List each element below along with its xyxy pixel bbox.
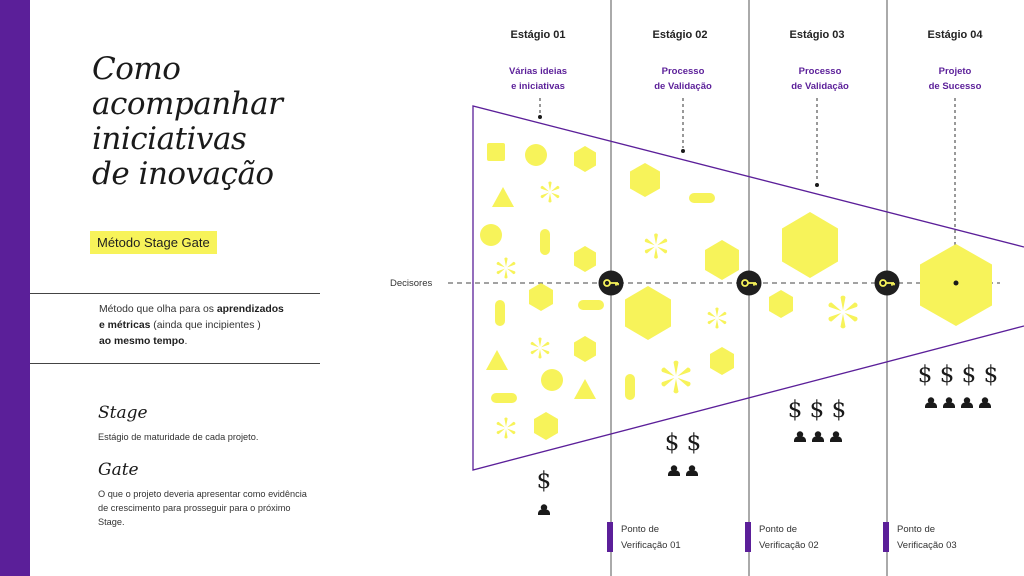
- checkpoint-marker: [607, 522, 613, 552]
- title-line: iniciativas: [92, 121, 247, 157]
- pill-shape: [578, 300, 604, 310]
- stage-subtitle: e iniciativas: [511, 81, 565, 92]
- leader-lines: [540, 98, 955, 280]
- checkpoint-label: Ponto de: [759, 524, 798, 535]
- leader-dot: [954, 281, 959, 286]
- method-description: Método que olha para os aprendizados e métricas (ainda que incipientes ) ao mesmo tempo.: [99, 304, 284, 347]
- stage-title: Estágio 02: [652, 29, 708, 41]
- stage-subtitle: Processo: [661, 66, 705, 77]
- checkpoint-label: Verificação 03: [897, 540, 957, 551]
- stage-subtitle: Processo: [798, 66, 842, 77]
- checkpoint-label: Verificação 02: [759, 540, 819, 551]
- key-icon: [875, 271, 900, 296]
- leader-dot: [538, 115, 542, 119]
- hexagon-shape: [705, 240, 739, 280]
- pinwheel-shape: [644, 233, 668, 258]
- pill-shape: [625, 374, 635, 400]
- pinwheel-shape: [496, 257, 516, 278]
- term-title-gate: Gate: [98, 460, 139, 480]
- money-level: $ $: [664, 430, 702, 456]
- hexagon-shape: [574, 246, 596, 272]
- person-icon: [925, 397, 937, 408]
- pill-shape: [689, 193, 715, 203]
- checkpoint-label: Verificação 01: [621, 540, 681, 551]
- stage-subtitle: de Validação: [791, 81, 849, 92]
- person-icon: [794, 431, 806, 442]
- decisores-label: Decisores: [390, 278, 433, 289]
- money-level: $ $ $: [787, 397, 847, 423]
- checkpoint-label: Ponto de: [621, 524, 660, 535]
- key-icon: [737, 271, 762, 296]
- pinwheel-shape: [540, 181, 560, 202]
- hexagon-shape: [769, 290, 793, 318]
- pinwheel-shape: [530, 337, 550, 358]
- hexagon-shape: [574, 336, 596, 362]
- term-title-stage: Stage: [98, 403, 148, 423]
- pinwheel-shape: [707, 307, 727, 328]
- person-icon: [668, 465, 680, 476]
- stage-subtitle: Várias ideias: [508, 66, 568, 77]
- leader-dot: [681, 149, 685, 153]
- circle-shape: [525, 144, 547, 166]
- stage-subtitle: de Sucesso: [928, 81, 982, 92]
- person-icon: [812, 431, 824, 442]
- person-icon: [943, 397, 955, 408]
- leader-dot: [815, 183, 819, 187]
- title-line: Como: [92, 51, 181, 87]
- title-line: de inovação: [92, 156, 274, 192]
- person-icon: [979, 397, 991, 408]
- hexagon-shape: [782, 212, 838, 278]
- hexagon-shape: [630, 163, 660, 197]
- triangle-shape: [574, 379, 596, 399]
- stage-title: Estágio 01: [510, 29, 566, 41]
- checkpoint-marker: [883, 522, 889, 552]
- checkpoint-label: Ponto de: [897, 524, 936, 535]
- person-icon: [538, 504, 550, 515]
- circle-shape: [541, 369, 563, 391]
- checkpoint-marker: [745, 522, 751, 552]
- initiative-shapes: [480, 143, 992, 440]
- pill-shape: [491, 393, 517, 403]
- stage-title: Estágio 03: [789, 29, 845, 41]
- stage-subtitle: Projeto: [938, 66, 972, 77]
- person-icon: [961, 397, 973, 408]
- title-line: acompanhar: [92, 86, 283, 122]
- triangle-shape: [486, 350, 508, 370]
- hexagon-shape: [625, 286, 671, 340]
- term-description-stage: Estágio de maturidade de cada projeto.: [98, 432, 259, 442]
- team-size: [538, 397, 991, 515]
- hexagon-shape: [534, 412, 558, 440]
- method-badge: Método Stage Gate: [90, 231, 217, 254]
- stage-title: Estágio 04: [927, 29, 983, 41]
- triangle-shape: [492, 187, 514, 207]
- square-shape: [487, 143, 505, 161]
- hexagon-shape: [529, 283, 553, 311]
- circle-shape: [480, 224, 502, 246]
- pill-shape: [495, 300, 505, 326]
- pinwheel-shape: [828, 296, 859, 329]
- money-level: $ $ $ $: [917, 362, 999, 388]
- hexagon-shape: [574, 146, 596, 172]
- money-level: $: [536, 468, 552, 494]
- term-description-gate: O que o projeto deveria apresentar como evidência de crescimento para prosseguir para o próximo Stage.: [98, 489, 307, 527]
- person-icon: [830, 431, 842, 442]
- pinwheel-shape: [496, 417, 516, 438]
- stage-subtitle: de Validação: [654, 81, 712, 92]
- hexagon-shape: [710, 347, 734, 375]
- key-icon: [599, 271, 624, 296]
- pill-shape: [540, 229, 550, 255]
- pinwheel-shape: [661, 361, 692, 394]
- person-icon: [686, 465, 698, 476]
